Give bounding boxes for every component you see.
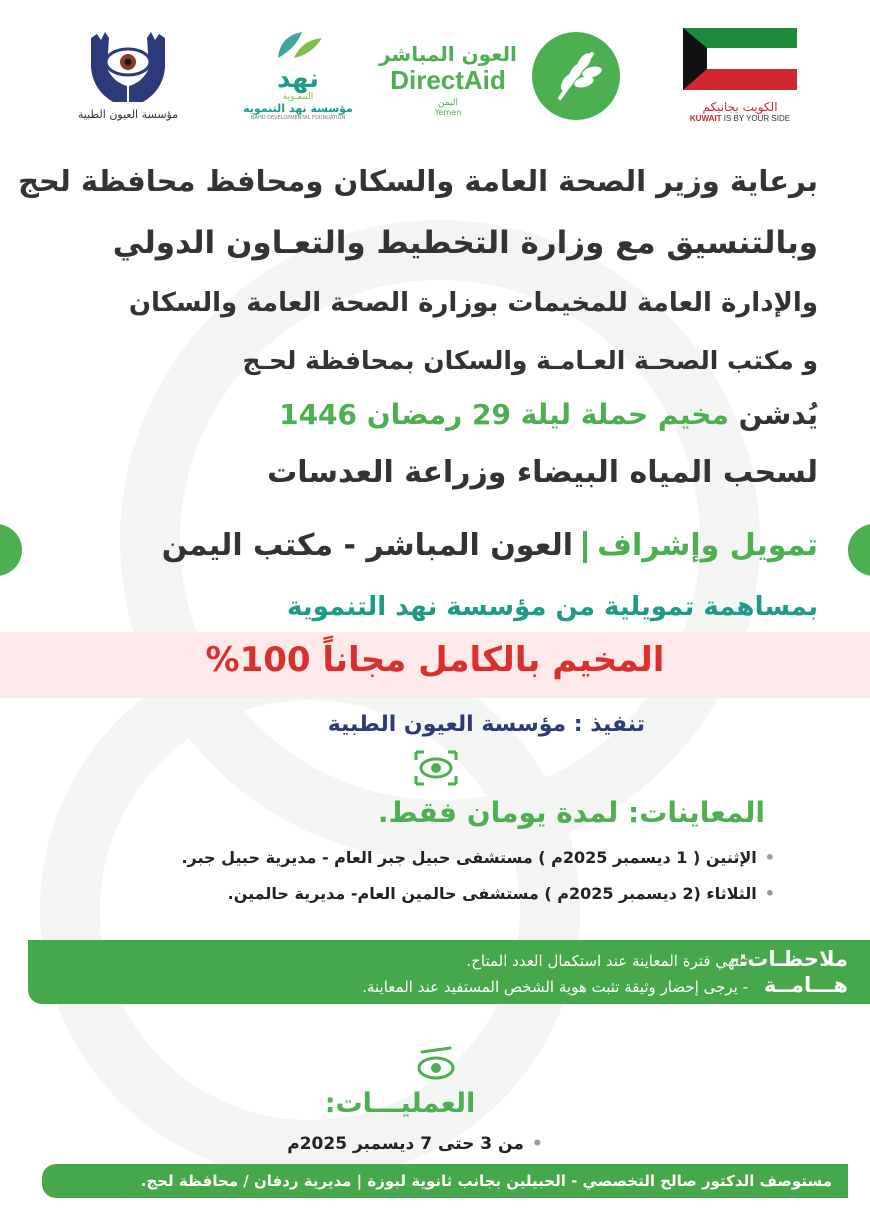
eyes-foundation-logo bbox=[68, 28, 188, 121]
directaid-text-block bbox=[378, 42, 518, 117]
bullet-icon: • bbox=[531, 1134, 543, 1154]
operations-location: مستوصف الدكتور صالح التخصصي - الحبيلين بجانب ثانوية لبوزة | مديرية ردفان / محافظة لحج. bbox=[42, 1164, 848, 1198]
note-item: تنتهي فترة المعاينة عند استكمال العدد المتاح. bbox=[466, 952, 748, 970]
funding-separator bbox=[583, 531, 587, 563]
eye-icon bbox=[412, 1044, 460, 1084]
notes-label-line-2: هـــامــة bbox=[763, 973, 848, 997]
funding-label: تمويل وإشراف bbox=[597, 528, 818, 563]
purpose-line: لسحب المياه البيضاء وزراعة العدسات bbox=[267, 455, 818, 490]
launch-line bbox=[30, 398, 818, 431]
nahd-logo bbox=[228, 28, 368, 121]
side-dot-left bbox=[0, 524, 22, 576]
operations-title: العمليـــات: bbox=[324, 1088, 476, 1119]
wheat-icon bbox=[532, 32, 620, 120]
sponsor-line-1: برعاية وزير الصحة العامة والسكان ومحافظ محافظة لحج bbox=[18, 164, 818, 198]
directaid-country-ar: اليمن bbox=[437, 98, 458, 108]
campaign-name: مخيم حملة ليلة 29 رمضان 1446 bbox=[279, 398, 729, 431]
kuwait-caption-ar: الكويت بجانبكم bbox=[702, 100, 778, 114]
sponsor-line-3: والإدارة العامة للمخيمات بوزارة الصحة العامة والسكان bbox=[128, 288, 818, 318]
directaid-name-ar: العون المباشر bbox=[379, 42, 517, 66]
contribution-line: بمساهمة تمويلية من مؤسسة نهد التنموية bbox=[287, 592, 818, 622]
eye-hands-icon bbox=[83, 28, 173, 104]
examination-item bbox=[30, 884, 775, 903]
free-text: المخيم بالكامل مجاناً 100% bbox=[205, 640, 665, 680]
examination-day: الثلاثاء (2 ديسمبر 2025م ) bbox=[544, 884, 757, 903]
side-dot-right bbox=[848, 524, 870, 576]
examination-place: مستشفى حالمين العام- مديرية حالمين. bbox=[227, 884, 545, 903]
directaid-country-en: Yemen bbox=[434, 108, 462, 117]
operations-date-text: من 3 حتى 7 ديسمبر 2025م bbox=[287, 1134, 524, 1154]
kuwait-flag-icon bbox=[683, 28, 797, 90]
funding-value: العون المباشر - مكتب اليمن bbox=[161, 528, 574, 563]
leaf-icon bbox=[268, 28, 328, 62]
funding-line bbox=[30, 528, 818, 563]
nahd-wordmark: نهد bbox=[277, 64, 319, 94]
directaid-name-en: DirectAid bbox=[390, 65, 506, 95]
launch-verb: يُدشن bbox=[728, 398, 818, 431]
notes-label-line-1: ملاحظـات:- bbox=[730, 947, 848, 971]
notes-banner bbox=[28, 940, 870, 1004]
kuwait-caption-en bbox=[675, 114, 805, 123]
kuwait-logo bbox=[675, 28, 805, 123]
examination-item bbox=[30, 848, 775, 867]
execution-line: تنفيذ : مؤسسة العيون الطبية bbox=[327, 712, 645, 737]
sponsor-line-4: و مكتب الصحـة العـامـة والسكان بمحافظة لحـج bbox=[242, 346, 818, 375]
nahd-sub: التنمـوية bbox=[282, 92, 314, 102]
logo-row bbox=[60, 28, 820, 138]
examination-day: الإثنين ( 1 ديسمبر 2025م ) bbox=[538, 848, 757, 867]
eyes-foundation-caption: مؤسسة العيون الطبية bbox=[77, 108, 179, 121]
operations-date bbox=[0, 1134, 870, 1154]
bullet-icon: • bbox=[764, 884, 775, 903]
nahd-caption: مؤسسة نهد التنموية bbox=[243, 102, 353, 115]
examinations-title: المعاينات: لمدة يومان فقط. bbox=[377, 796, 765, 829]
bullet-icon: • bbox=[764, 848, 775, 867]
nahd-caption-en: NAHD DEVELOPMENTAL FOUNDATION bbox=[250, 115, 346, 121]
kuwait-tagline: IS BY YOUR SIDE bbox=[721, 114, 791, 123]
notes-text bbox=[362, 948, 748, 1000]
eye-scan-icon bbox=[412, 748, 460, 788]
note-item: - يرجى إحضار وثيقة تثبت هوية الشخص المستفيد عند المعاينة. bbox=[362, 978, 748, 996]
directaid-logo bbox=[378, 28, 628, 128]
examination-place: مستشفى حبيل جبر العام - مديرية حبيل جبر. bbox=[181, 848, 539, 867]
kuwait-word: KUWAIT bbox=[689, 114, 722, 123]
sponsor-line-2: وبالتنسيق مع وزارة التخطيط والتعـاون الدولي bbox=[112, 225, 818, 261]
